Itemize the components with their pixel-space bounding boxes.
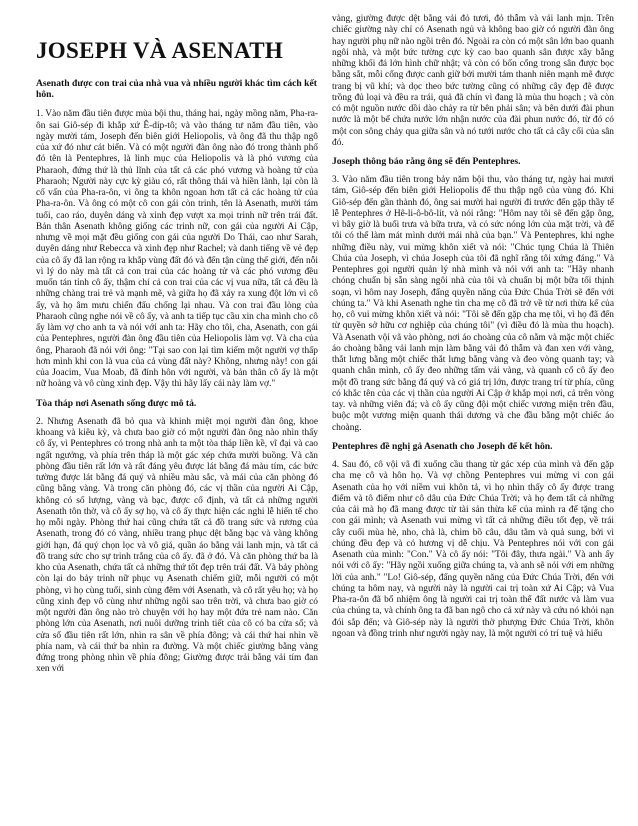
section-heading-3: Joseph thông báo rằng ông sẽ đến Pentephres. [332, 156, 521, 167]
paragraph-1: 1. Vào năm đầu tiên được mùa bội thu, tháng hai, ngày mồng năm, Pha-ra-ôn sai Giô-sép đi khắp xứ Ê-díp-tô; và vào tháng tư năm đầu tiên, vào ngày mười tám, Joseph đến biên giới Heliopolis, và ông đã thu thập ngô của xứ đó như cát biển. Và có một người đàn ông nào đó trong thành phố đó tên là Pentephres, là linh mục của Heliopolis và là phó vương của Pharaoh, đứng thứ là thủ lĩnh của tất cả các phó vương và hoàng tử của Pharaoh; Người này cực kỳ giàu có, rất thông thái và hiền lành, lại còn là cố vấn của Pha-ra-ôn, vì ông ta khôn ngoan hơn tất cả các hoàng tử của Pha-ra-ôn. Và ông có một cô con gái còn trinh, tên là Asenath, mười tám tuổi, cao ráo, duyên dáng và xinh đẹp vượt xa mọi trinh nữ trên trái đất. Bản thân Asenath không giống các trinh nữ, con gái của người Ai Cập, nhưng về mọi mặt đều giống con gái của người Do Thái, cao như Sarah, duyên dáng như Rebecca và xinh đẹp như Rachel; và danh tiếng về vẻ đẹp của cô ấy đã lan rộng ra khắp vùng đất đó và đến tận cùng thế giới, đến nỗi vì lý do này mà tất cả con trai của các hoàng tử và các phó vương đều muốn tán tỉnh cô ấy, thậm chí cả con trai của các vị vua nữa, tất cả đều là những chàng trai trẻ và mạnh mẽ, và giữa họ đã xảy ra xung đột lớn vì cô ấy, và họ âm mưu chiến đấu chống lại nhau. Và con trai đầu lòng của Pharaoh cũng nghe nói về cô ấy, và anh ta tiếp tục cầu xin cha mình cho cô ấy làm vợ cho anh ta và nói với anh ta: Hãy cho tôi, cha, Asenath, con gái của Pentephres, người đàn ông đầu tiên của Heliopolis làm vợ. Và cha của ông, Pharaoh đã nói với ông: "Tại sao con lại tìm kiếm một người vợ thấp hơn mình khi con là vua của cả vùng đất này? Không, nhưng này! con gái của Joacim, Vua Moab, đã đính hôn với người, và bản thân cô ấy là một nữ hoàng và vô cùng xinh đẹp. Vậy thì hãy lấy cái này làm vợ." [36, 109, 318, 390]
left-column [36, 14, 318, 826]
section-heading-1: Asenath được con trai của nhà vua và nhiều người khác tìm cách kết hôn. [36, 78, 317, 101]
paragraph-4: 4. Sau đó, cô vội vã đi xuống cầu thang từ gác xép của mình và đến gặp cha mẹ cô và hôn họ. Và vợ chồng Pentephres vui mừng vì con gái Asenath của họ với niềm vui khôn tả, vì họ nhìn thấy cô ấy được trang điểm và tô điểm như cô dâu của Đức Chúa Trời; và họ đem tất cả những của cải mà họ đã mang được từ tài sản thừa kế của mình ra để tặng cho con gái mình; và Asenath vui mừng vì tất cả những điều tốt đẹp, về trái cây cuối mùa hè, nho, chà là, chim bồ câu, dâu tằm và quả sung, bởi vì chúng đều đẹp và có hương vị dễ chịu. Và Pentephres nói với con gái Asenath của mình: "Con." Và cô ấy nói: "Tôi đây, thưa ngài." Và anh ấy nói với cô ấy: "Hãy ngồi xuống giữa chúng ta, và anh sẽ nói với em những lời của anh." "Lo! Giô-sép, đấng quyền năng của Đức Chúa Trời, đến với chúng ta hôm nay, và người này là người cai trị toàn xứ Ai Cập; và Vua Pha-ra-ôn đã bổ nhiệm ông là người cai trị toàn thể đất nước và làm vua của chúng ta, và chính ông ta đã ban ngô cho cả xứ này và cứu nó khỏi nạn đói sắp đến; và Giô-sép này là người thờ phượng Đức Chúa Trời, khôn ngoan và đồng trinh như người ngày nay, là một người có trí tuệ và hiểu [332, 460, 614, 639]
right-column [332, 14, 614, 826]
paragraph-2-continued: vàng, giường được dệt bằng vải đỏ tươi, đỏ thẫm và vải lanh mịn. Trên chiếc giường này chỉ có Asenath ngủ và không bao giờ có người đàn ông hay người phụ nữ nào ngồi trên đó. Ngoài ra còn có một sân lớn bao quanh ngôi nhà, và một bức tường cực kỳ cao bao quanh sân được xây bằng những khối đá lớn hình chữ nhật; và còn có bốn cổng trong sân được bọc bằng sắt, mỗi cổng được canh giữ bởi mười tám thanh niên mạnh mẽ được trang bị vũ khí; và dọc theo bức tường cũng có những cây đẹp đẽ được trồng đủ loại và đều ra trái, quả đã chín vì đang là mùa thu hoạch ; và còn có một nguồn nước dồi dào chảy ra từ bên phải sân; và bên dưới đài phun nước là một bể chứa nước lớn nhận nước của đài phun nước đó, từ đó có một con sông chảy qua giữa sân và nó tưới nước cho tất cả cây cối của sân đó. [332, 14, 614, 148]
section-heading-2: Tòa tháp nơi Asenath sống được mô tả. [36, 397, 197, 409]
paragraph-3: 3. Vào năm đầu tiên trong bảy năm bội thu, vào tháng tư, ngày hai mươi tám, Giô-sép đến biên giới Heliopolis để thu thập ngô của vùng đó. Khi Giô-sép đến gần thành đó, ông sai mười hai người đi trước đến gặp thầy tế lễ Pentephres ở Hê-li-ô-bô-lít, và nói rằng: "Hôm nay tôi sẽ đến gặp ông, vì bây giờ là buổi trưa và bữa trưa, và có sức nóng lớn của mặt trời, và để tôi có thể làm mát mình dưới mái nhà của bạn." Và Pentephres, khi nghe những điều này, vui mừng khôn xiết và nói: "Chúc tụng Chúa là Thiên Chúa của Joseph, vì chúa Joseph của tôi đã nghĩ rằng tôi xứng đáng." Và Pentephres gọi người quản lý nhà mình và nói với anh ta: "Hãy nhanh chóng chuẩn bị sẵn sàng ngôi nhà của tôi và chuẩn bị một bữa tối thịnh soạn, vì hôm nay Joseph, đấng quyền năng của Đức Chúa Trời sẽ đến với chúng ta." Và khi Asenath nghe tin cha mẹ cô đã trở về từ nơi thừa kế của họ, cô vui mừng khôn xiết và nói: "Tôi sẽ đến gặp cha mẹ tôi, vì họ đã đến từ quyền sở hữu cơ nghiệp của chúng tôi" (vì điều đó là mùa thu hoạch). Và Asenath vội vã vào phòng, nơi áo choàng của cô nằm và mặc một chiếc áo choàng bằng vải lanh mịn làm bằng vải đỏ thẫm và đan xen với vàng, thắt lưng bằng một chiếc thắt lưng bằng vàng và đeo vòng quanh tay; và quanh chân mình, cô ấy đeo những tấm vải vàng, và quanh cổ cô ấy đeo một đồ trang sức bằng đá quý và có giá trị lớn, được trang trí từ phía, cũng có khắc tên của các vị thần của người Ai Cập ở khắp mọi nơi, cả trên vòng tay. và những viên đá; và cô ấy cũng đội một chiếc vương miện trên đầu, buộc một vương miện quanh thái dương và che đầu bằng một chiếc áo choàng. [332, 175, 614, 433]
paragraph-2: 2. Nhưng Asenath đã bỏ qua và khinh miệt mọi người đàn ông, khoe khoang và kiêu kỳ, và chưa bao giờ có một người đàn ông nào nhìn thấy cô ấy, vì Pentephres có trong nhà anh ta một tòa tháp liền kề, vĩ đại và cao ngất ngưởng, và phía trên tháp là một gác xép chứa mười buồng. Và căn phòng đầu tiên rất lớn và rất đáng yêu được lát bằng đá màu tím, các bức tường được lát bằng đá quý và nhiều màu sắc, và mái của căn phòng đó cũng bằng vàng. Và trong căn phòng đó, các vị thần của người Ai Cập, không có số lượng, vàng và bạc, được cố định, và tất cả những người Asenath tôn thờ, và cô ấy sợ họ, và cô ấy thực hiện các nghi lễ hiến tế cho họ mỗi ngày. Phòng thứ hai cũng chứa tất cả đồ trang sức và rương của Asenath, trong đó có vàng, nhiều trang phục dệt bằng bạc và vàng không giới hạn, đá quý chọn lọc và vô giá, quần áo bằng vải lanh mịn, và tất cả đồ trang sức cho sự trinh trắng của cô ấy. đã ở đó. Và căn phòng thứ ba là kho của Asenath, chứa tất cả những thứ tốt đẹp trên trái đất. Và bảy phòng còn lại do bảy trinh nữ phục vụ Asenath chiếm giữ, mỗi người có một phòng, vì họ cùng tuổi, sinh cùng đêm với Asenath, và cô rất yêu họ; và họ cũng xinh đẹp vô cùng như những ngôi sao trên trời, và chưa bao giờ có một người đàn ông nào trò chuyện với họ hay một đứa trẻ nam nào. Căn phòng lớn của Asenath, nơi nuôi dưỡng trinh tiết của cô có ba cửa sổ; và cửa sổ đầu tiên rất lớn, nhìn ra sân về phía đông; và cái thứ hai nhìn về phía nam, và cái thứ ba nhìn ra đường. Và một chiếc giường bằng vàng đứng trong phòng nhìn về phía đông; Giường được trải bằng vải tím đan xen với [36, 416, 318, 675]
section-heading-4: Pentephres đề nghị gả Asenath cho Joseph để kết hôn. [332, 440, 553, 452]
document-title: JOSEPH VÀ ASENATH [36, 38, 284, 63]
